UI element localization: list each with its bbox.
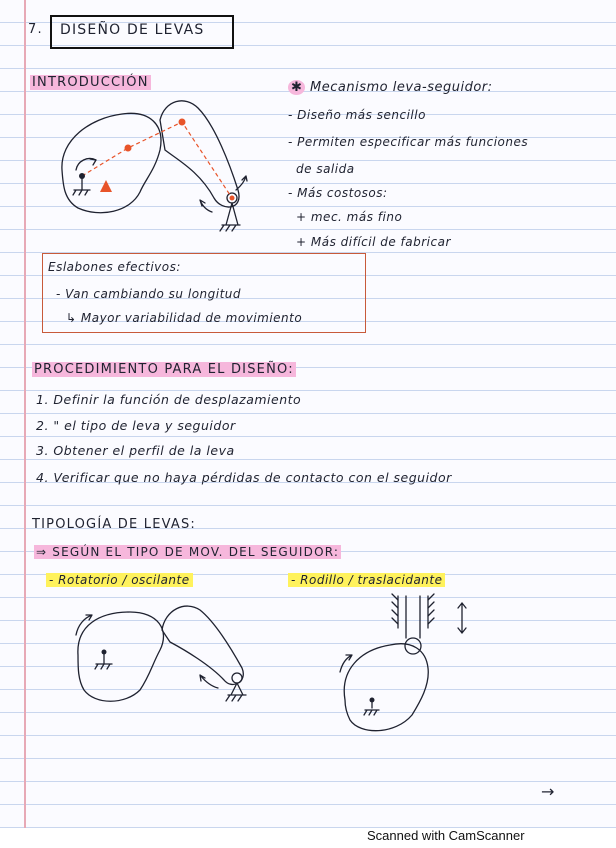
intro-point: - Permiten especificar más funciones (288, 135, 529, 149)
page-title: DISEÑO DE LEVAS (60, 22, 205, 38)
intro-heading-text: INTRODUCCIÓN (32, 75, 149, 90)
intro-point: - Diseño más sencillo (288, 108, 426, 122)
procedure-step: 3. Obtener el perfil de la leva (36, 443, 235, 458)
intro-point: + mec. más fino (296, 210, 403, 224)
left-cam-ground (95, 652, 112, 669)
right-type-label-text: - Rodillo / traslacidante (288, 573, 445, 587)
intro-point: - Más costosos: (288, 186, 388, 200)
left-follower-pivot (232, 673, 242, 683)
intro-point: + Más difícil de fabricar (296, 235, 451, 249)
next-page-arrow: → (541, 782, 555, 801)
right-guides (398, 596, 428, 628)
right-follower-stem (406, 596, 420, 638)
left-cam-outline (78, 612, 164, 701)
right-cam-pivot-dot (370, 698, 375, 703)
left-follower-ground (226, 683, 246, 701)
box-line: ↳ Mayor variabilidad de movimiento (66, 311, 303, 325)
typology-heading: TIPOLOGÍA DE LEVAS: (32, 517, 196, 532)
left-cam-pivot-dot (102, 650, 107, 655)
left-follower-outline (162, 606, 243, 684)
mechanism-title-text: Mecanismo leva-seguidor: (310, 80, 493, 95)
procedure-step: 4. Verificar que no haya pérdidas de contacto con el seguidor (36, 470, 452, 485)
box-title: Eslabones efectivos: (48, 260, 181, 274)
section-number: 7. (28, 22, 43, 37)
procedure-step: 1. Definir la función de desplazamiento (36, 392, 302, 407)
translation-arrow (458, 603, 466, 633)
procedure-step: 2. " el tipo de leva y seguidor (36, 418, 236, 433)
box-line: - Van cambiando su longitud (56, 287, 242, 301)
intro-point: de salida (296, 162, 355, 176)
left-type-label-text: - Rotatorio / oscilante (46, 573, 193, 587)
typology-subheading-text: ⇒ SEGÚN EL TIPO DE MOV. DEL SEGUIDOR: (36, 545, 340, 559)
right-cam-outline (344, 644, 428, 731)
left-oscillation-arrow (200, 675, 218, 688)
star-icon: ✱ (288, 80, 305, 95)
procedure-heading-text: PROCEDIMIENTO PARA EL DISEÑO: (34, 362, 294, 377)
camscanner-watermark: Scanned with CamScanner (367, 828, 525, 843)
